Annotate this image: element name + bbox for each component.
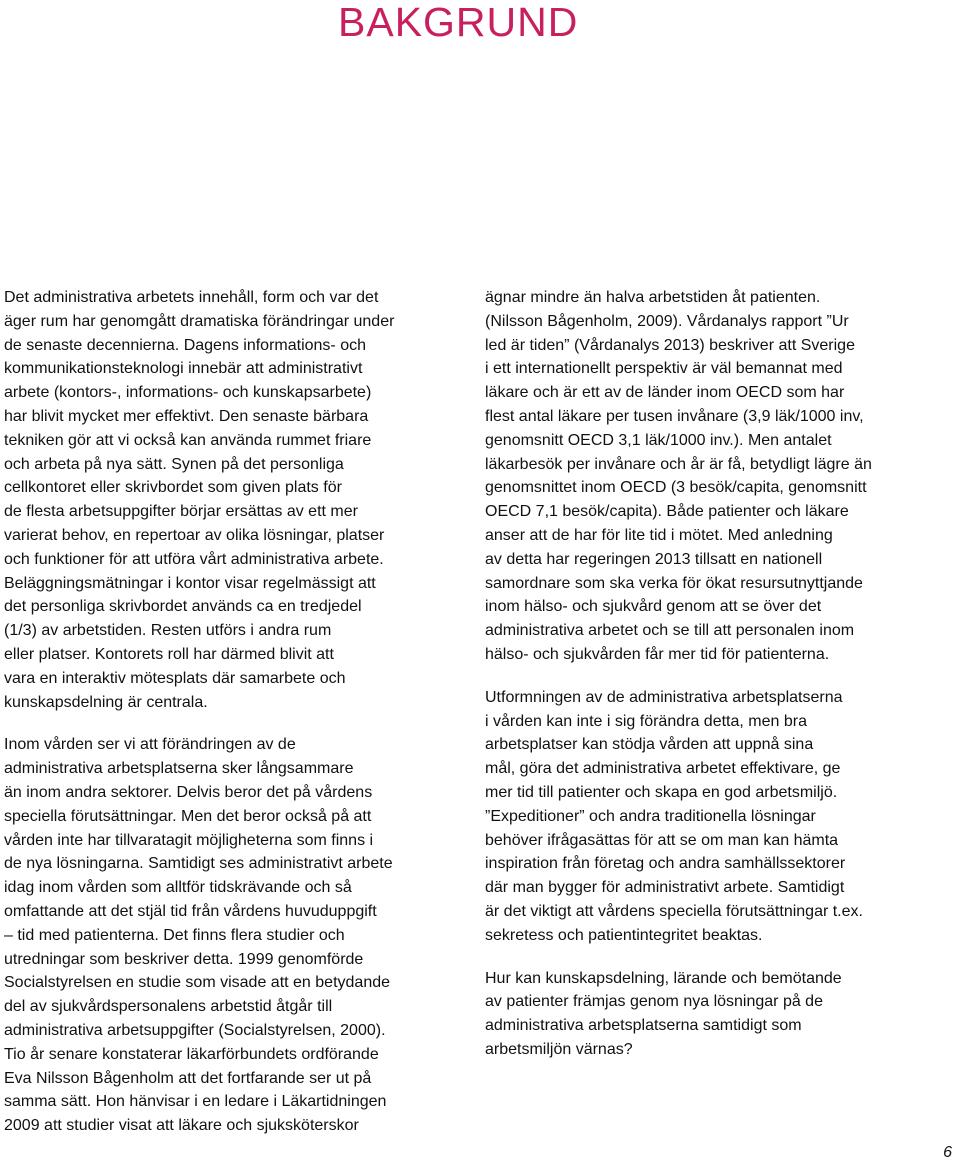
left-column (4, 286, 454, 1138)
page-heading: BAKGRUND (338, 0, 579, 45)
left-paragraph-2: Inom vården ser vi att förändringen av de administrativa arbetsplatserna sker långsammare än inom andra sektorer. Delvis beror det på vårdens speciella förutsättningar. Men det beror också på att vården inte har tillvaratagit möjligheterna som finns i de nya lösningarna. Samtidigt ses administrativt arbete idag inom vården som alltför tidskrävande och så omfattande att det stjäl tid från vårdens huvuduppgift – tid med patienterna. Det finns flera studier och utredningar som beskriver detta. 1999 genomförde Socialstyrelsen en studie som visade att en betydande del av sjukvårdspersonalens arbetstid åtgår till administrativa arbetsuppgifter (Socialstyrelsen, 2000). Tio år senare konstaterar läkarförbundets ordförande Eva Nilsson Bågenholm att det fortfarande ser ut på samma sätt. Hon hänvisar i en ledare i Läkartidningen 2009 att studier visat att läkare och sjuksköterskor (4, 736, 393, 1135)
right-column (485, 286, 955, 1062)
left-paragraph-1: Det administrativa arbetets innehåll, form och var det äger rum har genomgått dramatiska förändringar under de senaste decennierna. Dagens informations- och kommunikationsteknologi innebär att administrativt arbete (kontors-, informations- och kunskapsarbete) har blivit mycket mer effektivt. Den senaste bärbara tekniken gör att vi också kan använda rummet friare och arbeta på nya sätt. Synen på det personliga cellkontoret eller skrivbordet som given plats för de flesta arbetsuppgifter börjar ersättas av ett mer varierat behov, en repertoar av olika lösningar, platser och funktioner för att utföra vårt administrativa arbete. Beläggningsmätningar i kontor visar regelmässigt att det personliga skrivbordet används ca en tredjedel (1/3) av arbetstiden. Resten utförs i andra rum eller platser. Kontorets roll har därmed blivit att vara en interaktiv mötesplats där samarbete och kunskapsdelning är centrala. (4, 289, 395, 711)
right-paragraph-3: Hur kan kunskapsdelning, lärande och bemötande av patienter främjas genom nya lösningar på de administrativa arbetsplatserna samtidigt som arbetsmiljön värnas? (485, 969, 842, 1058)
page-number: 6 (943, 1144, 952, 1161)
right-paragraph-2: Utformningen av de administrativa arbetsplatserna i vården kan inte i sig förändra detta, men bra arbetsplatser kan stödja vården att uppnå sina mål, göra det administrativa arbetet effektivare, ge mer tid till patienter och skapa en god arbetsmiljö. ”Expeditioner” och andra traditionella lösningar behöver ifrågasättas för att se om man kan hämta inspiration från företag och andra samhällssektorer där man bygger för administrativt arbete. Samtidigt är det viktigt att vårdens speciella förutsättningar t.ex. sekretess och patientintegritet beaktas. (485, 688, 863, 944)
right-paragraph-1: ägnar mindre än halva arbetstiden åt patienten. (Nilsson Bågenholm, 2009). Vårdanalys rapport ”Ur led är tiden” (Vårdanalys 2013) beskriver att Sverige i ett internationellt perspektiv är väl bemannat med läkare och är ett av de länder inom OECD som har flest antal läkare per tusen invånare (3,9 läk/1000 inv, genomsnitt OECD 3,1 läk/1000 inv.). Men antalet läkarbesök per invånare och år är få, betydligt lägre än genomsnittet inom OECD (3 besök/capita, genomsnitt OECD 7,1 besök/capita). Både patienter och läkare anser att de har för lite tid i mötet. Med anledning av detta har regeringen 2013 tillsatt en nationell samordnare som ska verka för ökat resursutnyttjande inom hälso- och sjukvård genom att se över det administrativa arbetet och se till att personalen inom hälso- och sjukvården får mer tid för patienterna. (485, 289, 872, 663)
